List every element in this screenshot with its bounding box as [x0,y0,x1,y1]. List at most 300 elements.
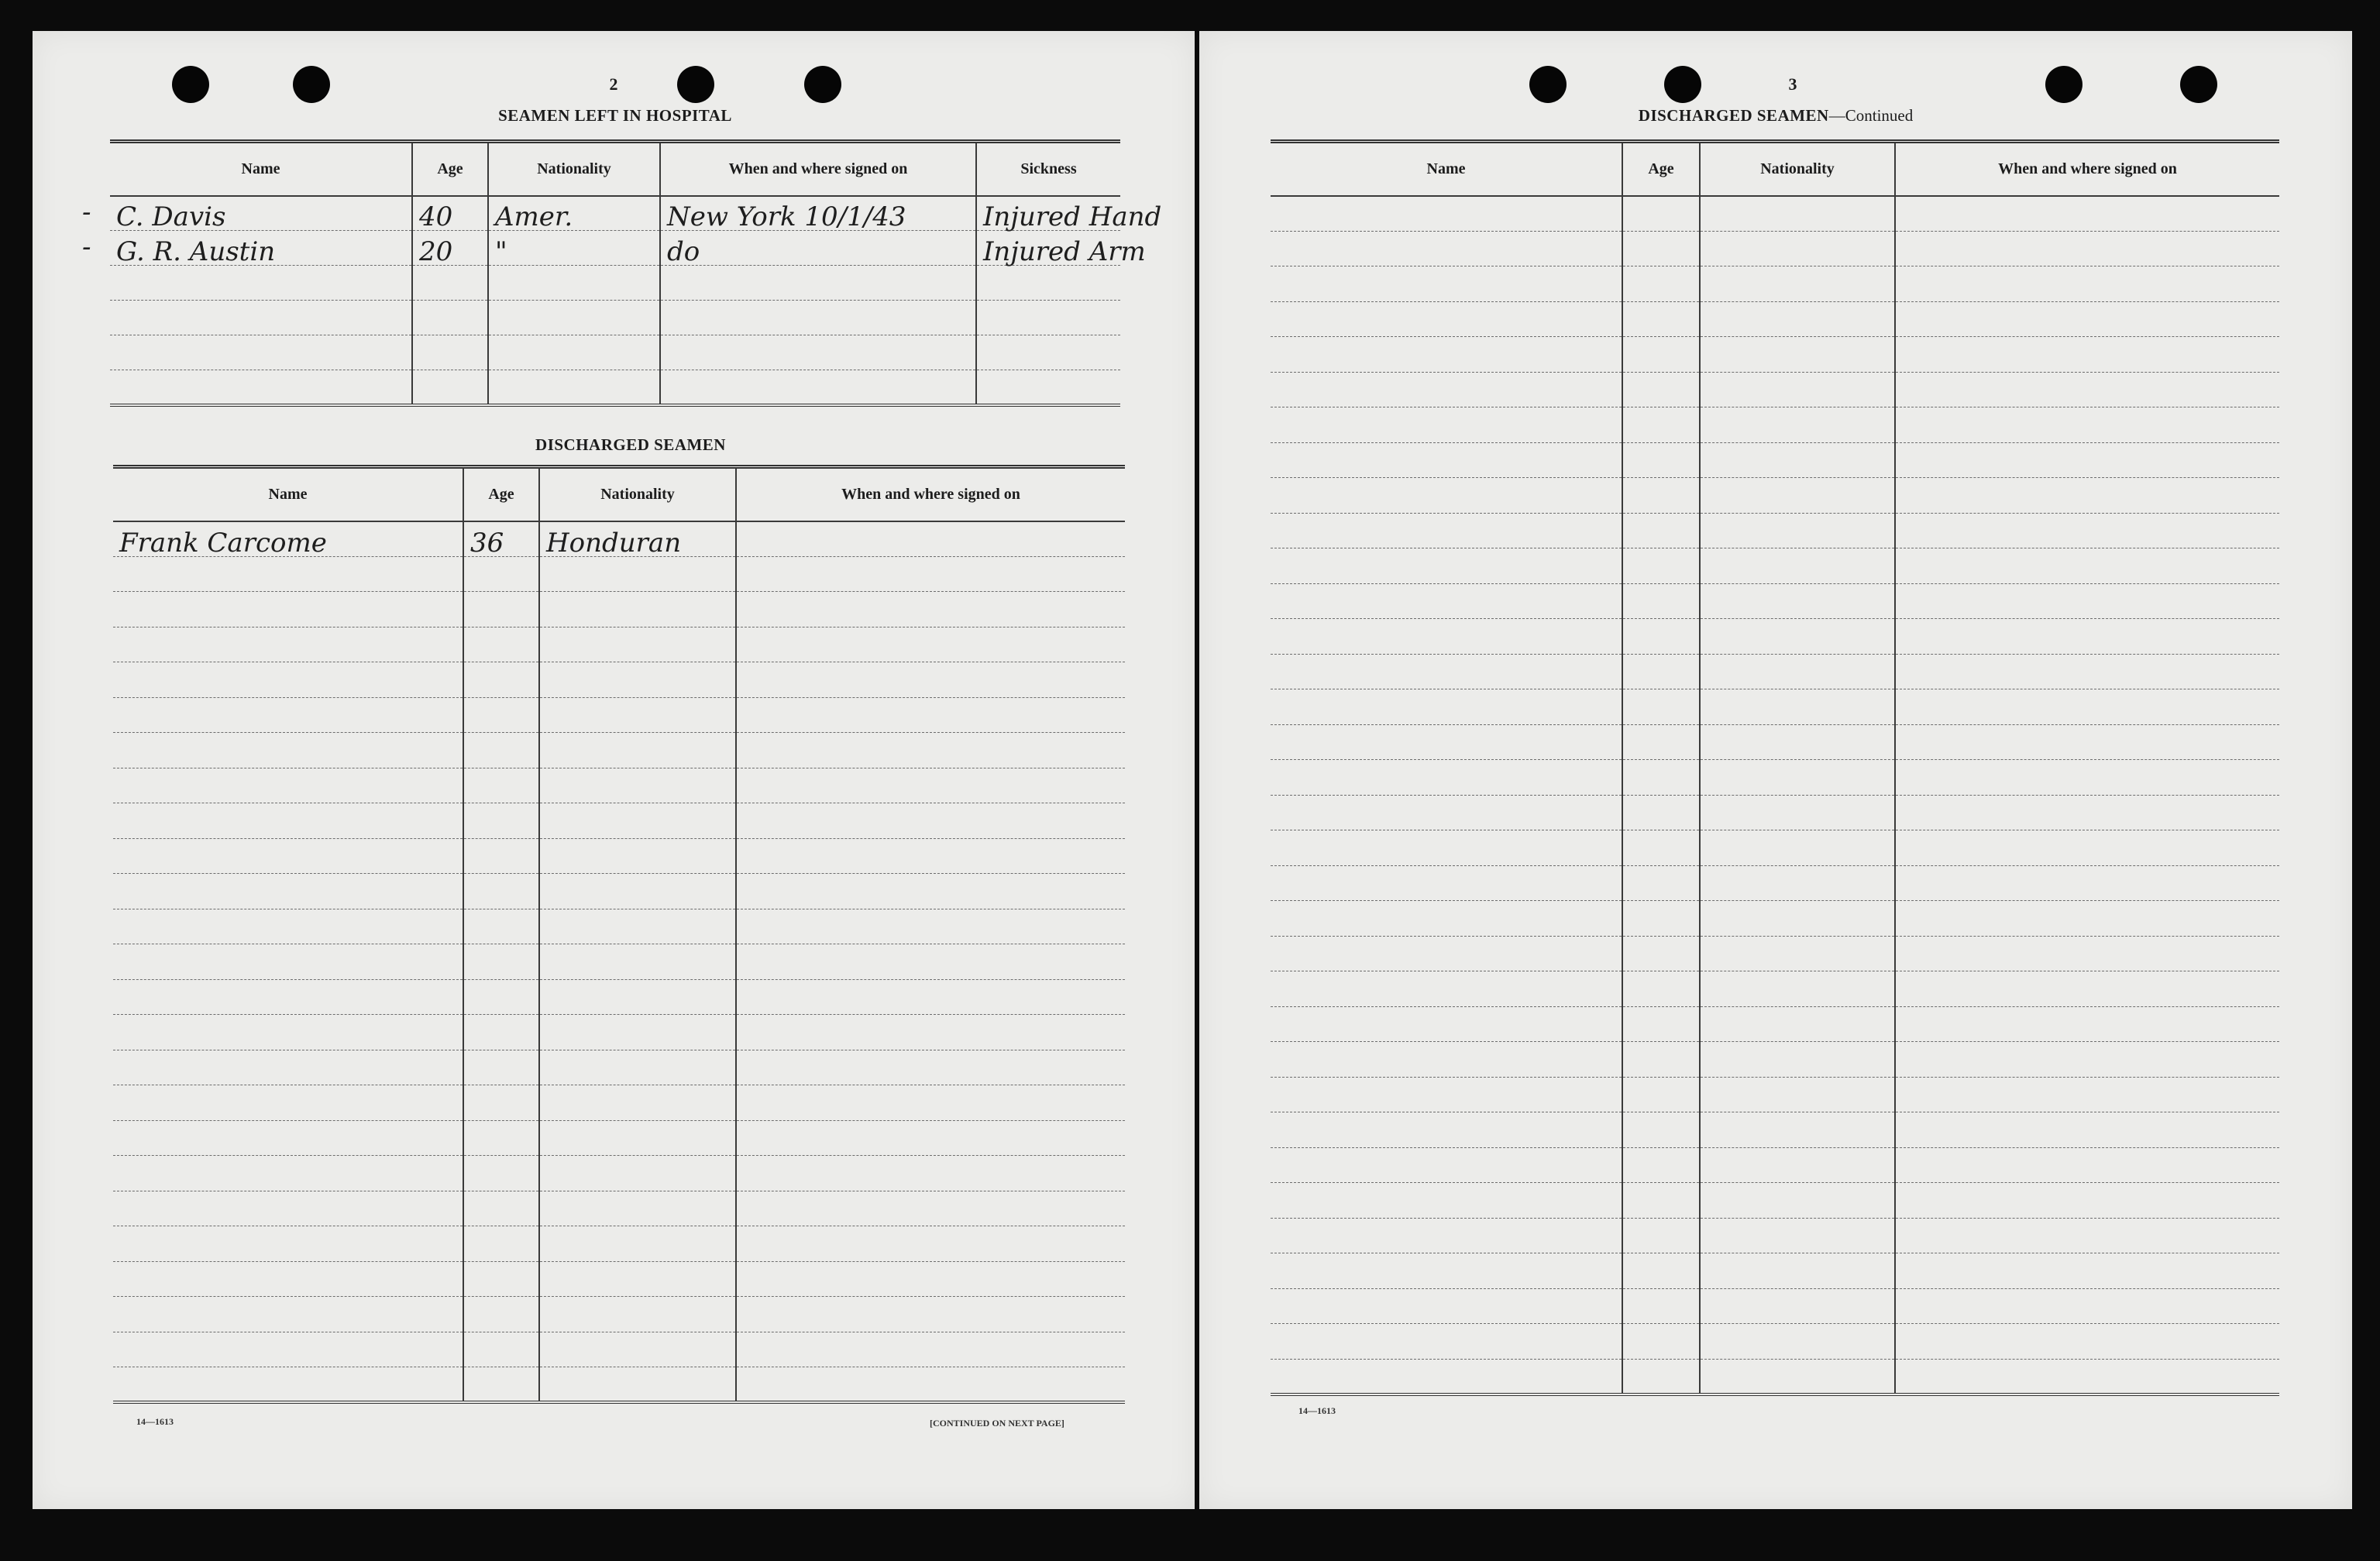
cell-name [1271,1324,1622,1360]
left-page [33,31,1195,1509]
cell-nationality [1700,407,1895,443]
cell-name [113,1050,463,1085]
cell-age [463,768,539,803]
cell-age [463,592,539,627]
table-row [113,592,1125,627]
cell-name [1271,1288,1622,1324]
cell-age [1622,971,1700,1007]
cell-age [463,1050,539,1085]
cell-name [1271,1253,1622,1289]
table-row [1271,1218,2279,1253]
table-row [1271,513,2279,548]
table-row [1271,1112,2279,1148]
cell-name [1271,301,1622,337]
cell-name [113,909,463,944]
table-row [1271,724,2279,760]
cell-name [1271,231,1622,266]
cell-signed-on [660,266,976,301]
cell-signed-on [736,697,1125,733]
page-number: 3 [1788,74,1797,94]
cell-signed-on [1895,654,2279,689]
cell-nationality [539,874,736,909]
cell-age [463,874,539,909]
cell-name [1271,1042,1622,1078]
cell-signed-on [736,768,1125,803]
cell-nationality [1700,372,1895,407]
table-row [113,1015,1125,1050]
table-row [1271,1006,2279,1042]
cell-signed-on [1895,372,2279,407]
punch-hole-icon [1529,66,1567,103]
cell-name [113,556,463,592]
table-row [110,196,1120,231]
cell-name [113,1120,463,1156]
cell-nationality [539,944,736,980]
cell-age [1622,1253,1700,1289]
cell-nationality [539,662,736,698]
cell-name [113,979,463,1015]
cell-name [1271,654,1622,689]
cell-name [1271,1359,1622,1394]
cell-name: G. R. Austin [110,231,412,266]
cell-age [463,944,539,980]
cell-nationality [1700,231,1895,266]
cell-signed-on [736,1297,1125,1332]
cell-nationality [1700,1077,1895,1112]
table-row [1271,1253,2279,1289]
table-row [113,838,1125,874]
cell-name [113,838,463,874]
table-row [113,733,1125,768]
cell-name [113,697,463,733]
table-row [113,627,1125,662]
table-row [1271,478,2279,514]
table-row [113,874,1125,909]
cell-name [1271,266,1622,302]
cell-signed-on [1895,1183,2279,1219]
cell-nationality: " [488,231,660,266]
cell-signed-on [1895,1253,2279,1289]
cell-name [113,803,463,839]
cell-signed-on [1895,548,2279,584]
cell-nationality [539,697,736,733]
cell-name [1271,1077,1622,1112]
cell-signed-on [1895,1288,2279,1324]
table-row [113,1156,1125,1191]
table-row [113,1332,1125,1367]
punch-hole-icon [804,66,841,103]
table-row [1271,1324,2279,1360]
cell-name [113,733,463,768]
cell-nationality [1700,865,1895,901]
cell-age [463,697,539,733]
cell-nationality [539,733,736,768]
cell-name [1271,689,1622,725]
table-row [113,768,1125,803]
table-row [1271,1359,2279,1394]
cell-age [1622,1218,1700,1253]
cell-name [1271,865,1622,901]
cell-signed-on [736,1261,1125,1297]
cell-signed-on [1895,619,2279,655]
cell-name [1271,971,1622,1007]
cell-nationality [539,1015,736,1050]
cell-age [1622,1147,1700,1183]
cell-nationality [539,768,736,803]
cell-signed-on [1895,1112,2279,1148]
table-row [1271,407,2279,443]
punch-hole-icon [293,66,330,103]
table-row [113,1297,1125,1332]
cell-signed-on [736,1050,1125,1085]
continued-note: [CONTINUED ON NEXT PAGE] [930,1418,1064,1429]
cell-age [1622,231,1700,266]
cell-sickness [976,335,1120,370]
table-row [1271,689,2279,725]
table-row [113,697,1125,733]
table-row [1271,196,2279,232]
cell-signed-on [736,1191,1125,1226]
cell-signed-on [1895,442,2279,478]
col-header-nationality: Nationality [1700,142,1895,196]
cell-name [110,301,412,335]
cell-name [1271,478,1622,514]
cell-signed-on [736,592,1125,627]
cell-signed-on [1895,1324,2279,1360]
cell-nationality [1700,760,1895,796]
cell-nationality [1700,548,1895,584]
cell-name [113,1297,463,1332]
cell-age [1622,760,1700,796]
cell-nationality [1700,795,1895,830]
cell-signed-on [1895,1359,2279,1394]
cell-nationality [539,1332,736,1367]
cell-age [1622,583,1700,619]
cell-age [1622,548,1700,584]
cell-nationality [1700,724,1895,760]
cell-age [1622,795,1700,830]
cell-age [1622,513,1700,548]
cell-signed-on [1895,513,2279,548]
cell-nationality [488,370,660,405]
cell-signed-on [1895,337,2279,373]
cell-age [1622,1324,1700,1360]
table-row [1271,337,2279,373]
table-row [113,909,1125,944]
discharged-section-title: DISCHARGED SEAMEN [535,435,726,454]
cell-nationality [488,266,660,301]
cell-nationality [539,556,736,592]
cell-nationality [539,627,736,662]
cell-nationality [1700,1147,1895,1183]
cell-name [113,662,463,698]
cell-nationality [1700,583,1895,619]
cell-signed-on [660,370,976,405]
cell-signed-on [1895,971,2279,1007]
cell-name [1271,407,1622,443]
col-header-nationality: Nationality [539,467,736,521]
cell-name [110,335,412,370]
cell-signed-on: do [660,231,976,266]
cell-age [1622,724,1700,760]
cell-nationality [539,1050,736,1085]
cell-age: 20 [412,231,488,266]
cell-age [463,1367,539,1403]
cell-nationality [1700,513,1895,548]
col-header-signed-on: When and where signed on [660,142,976,196]
table-row [1271,760,2279,796]
cell-name [1271,1183,1622,1219]
table-row [113,1085,1125,1121]
cell-age [463,979,539,1015]
table-row [113,556,1125,592]
cell-nationality [488,335,660,370]
cell-age [1622,301,1700,337]
cell-signed-on [1895,196,2279,232]
cell-age [1622,936,1700,971]
table-row [113,944,1125,980]
hospital-table [110,139,1162,407]
cell-nationality [1700,1112,1895,1148]
cell-signed-on [1895,689,2279,725]
cell-sickness [976,301,1120,335]
cell-signed-on [736,1120,1125,1156]
cell-signed-on [1895,1077,2279,1112]
cell-signed-on [660,301,976,335]
cell-age [1622,1112,1700,1148]
cell-age [463,662,539,698]
cell-name [1271,1147,1622,1183]
cell-nationality [1700,442,1895,478]
table-row [113,1261,1125,1297]
cell-name [1271,337,1622,373]
cell-name [1271,196,1622,232]
punch-hole-icon [2045,66,2082,103]
cell-age [463,838,539,874]
cell-signed-on [736,803,1125,839]
col-header-sickness: Sickness [976,142,1120,196]
cell-nationality [1700,971,1895,1007]
cell-nationality [1700,266,1895,302]
cell-nationality [1700,1006,1895,1042]
margin-mark: - [82,197,91,228]
cell-age [1622,478,1700,514]
form-code: 14—1613 [136,1416,174,1427]
cell-age: 40 [412,196,488,231]
title-main: DISCHARGED SEAMEN [1638,106,1829,125]
col-header-name: Name [1271,142,1622,196]
cell-age [1622,865,1700,901]
table-row [110,370,1120,405]
cell-nationality [1700,830,1895,866]
cell-name: C. Davis [110,196,412,231]
cell-nationality [1700,689,1895,725]
cell-nationality [1700,1218,1895,1253]
cell-nationality [1700,478,1895,514]
cell-age [1622,442,1700,478]
cell-signed-on [736,733,1125,768]
cell-age [1622,1183,1700,1219]
cell-nationality [1700,1042,1895,1078]
table-row [1271,583,2279,619]
punch-hole-icon [1664,66,1701,103]
margin-mark: - [82,232,91,263]
col-header-name: Name [110,142,412,196]
table-row [113,1226,1125,1262]
cell-name [1271,901,1622,937]
cell-signed-on [1895,1218,2279,1253]
cell-name [110,266,412,301]
table-row [113,1120,1125,1156]
cell-name [1271,830,1622,866]
cell-signed-on [1895,901,2279,937]
cell-age [463,1226,539,1262]
cell-nationality [1700,1183,1895,1219]
cell-name [113,874,463,909]
table-row [1271,901,2279,937]
cell-name [1271,442,1622,478]
table-row [1271,619,2279,655]
table-row [1271,795,2279,830]
cell-name [113,1191,463,1226]
hospital-section-title: SEAMEN LEFT IN HOSPITAL [498,106,732,125]
table-row [1271,936,2279,971]
cell-sickness: Injured Arm [976,231,1120,266]
table-row [1271,442,2279,478]
table-row [1271,865,2279,901]
table-row [110,301,1120,335]
punch-hole-icon [677,66,714,103]
punch-hole-icon [2180,66,2217,103]
table-row [1271,1147,2279,1183]
cell-name [1271,1218,1622,1253]
table-row [1271,548,2279,584]
table-row [1271,1183,2279,1219]
cell-signed-on [736,1332,1125,1367]
table-row [1271,1077,2279,1112]
cell-age: 36 [463,521,539,557]
cell-signed-on [736,662,1125,698]
cell-age [412,370,488,405]
table-row [110,231,1120,266]
right-page [1199,31,2352,1509]
cell-signed-on [736,944,1125,980]
cell-age [463,1156,539,1191]
cell-age [1622,654,1700,689]
cell-age [463,1332,539,1367]
form-code: 14—1613 [1298,1405,1336,1416]
table-row [110,335,1120,370]
cell-age [412,335,488,370]
cell-signed-on [736,838,1125,874]
cell-signed-on [736,1085,1125,1121]
table-row [1271,971,2279,1007]
cell-nationality [539,803,736,839]
cell-sickness: Injured Hand [976,196,1120,231]
cell-age [463,1085,539,1121]
cell-name [113,1261,463,1297]
page-number: 2 [609,74,618,94]
cell-signed-on [1895,478,2279,514]
table-row [113,521,1125,557]
cell-name [113,1085,463,1121]
cell-nationality [1700,196,1895,232]
cell-name [113,1332,463,1367]
cell-age [412,301,488,335]
cell-nationality [1700,301,1895,337]
cell-nationality [1700,619,1895,655]
table-row [1271,830,2279,866]
table-row [113,1367,1125,1403]
cell-age [1622,337,1700,373]
cell-name [1271,548,1622,584]
discharged-table [113,465,1125,1404]
table-row [1271,301,2279,337]
cell-age [463,803,539,839]
cell-nationality [539,979,736,1015]
cell-nationality [539,838,736,874]
cell-age [1622,1042,1700,1078]
table-row [1271,654,2279,689]
cell-name [113,1226,463,1262]
cell-sickness [976,370,1120,405]
title-suffix: —Continued [1828,106,1914,125]
table-row [113,662,1125,698]
discharged-continued-title [1639,106,1913,125]
cell-name [110,370,412,405]
cell-signed-on [1895,795,2279,830]
cell-nationality [539,909,736,944]
cell-name [1271,1006,1622,1042]
cell-signed-on [1895,1042,2279,1078]
col-header-age: Age [463,467,539,521]
cell-nationality [539,1156,736,1191]
cell-name [1271,936,1622,971]
cell-signed-on [736,556,1125,592]
cell-age [463,627,539,662]
cell-signed-on [736,1226,1125,1262]
cell-nationality [539,592,736,627]
cell-nationality [539,1191,736,1226]
cell-nationality [1700,1288,1895,1324]
cell-age [1622,1006,1700,1042]
table-row [1271,1288,2279,1324]
cell-signed-on [1895,936,2279,971]
cell-age [463,1191,539,1226]
cell-age [1622,619,1700,655]
cell-age [1622,266,1700,302]
cell-nationality [1700,654,1895,689]
cell-age [1622,372,1700,407]
punch-hole-icon [172,66,209,103]
cell-signed-on [660,335,976,370]
table-row [1271,372,2279,407]
cell-signed-on [736,1156,1125,1191]
table-row [113,979,1125,1015]
table-row [113,803,1125,839]
cell-age [1622,901,1700,937]
cell-name: Frank Carcome [113,521,463,557]
cell-name [1271,1112,1622,1148]
table-row [1271,266,2279,302]
cell-name [113,944,463,980]
cell-signed-on [1895,1147,2279,1183]
cell-signed-on [1895,301,2279,337]
cell-signed-on [1895,266,2279,302]
table-row [113,1050,1125,1085]
col-header-nationality: Nationality [488,142,660,196]
cell-age [412,266,488,301]
